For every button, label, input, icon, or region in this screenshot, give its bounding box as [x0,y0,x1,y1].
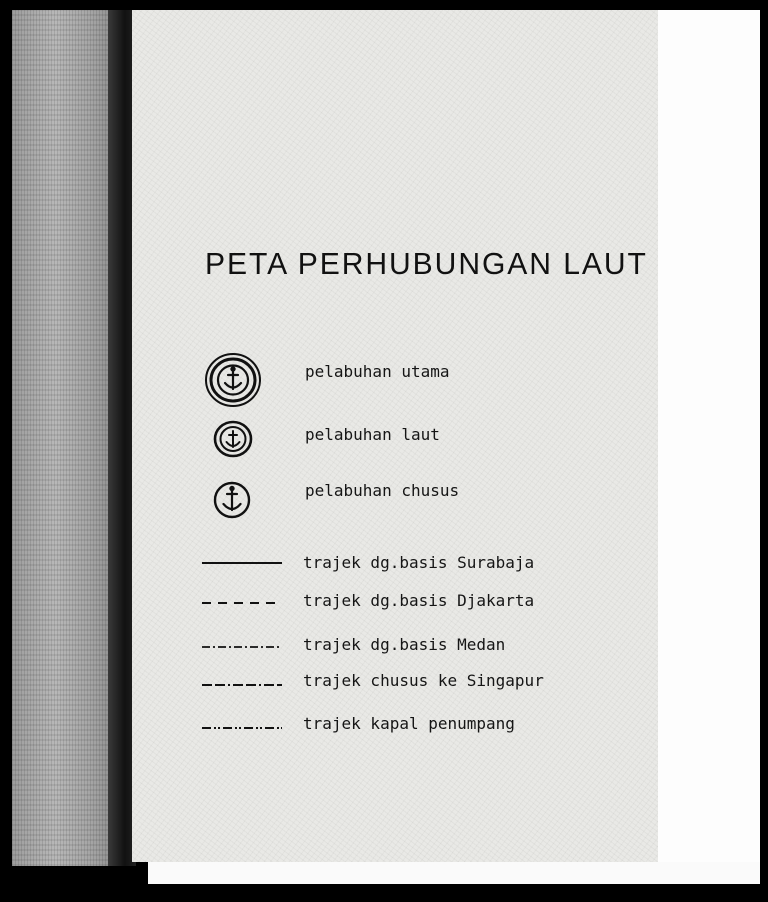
anchor-double-ring-icon [213,420,253,458]
legend-label-route-medan: trajek dg.basis Medan [303,635,506,654]
legend-label-port-sea: pelabuhan laut [305,425,440,444]
route-line-dash-dot [200,640,284,652]
legend-label-route-surabaja: trajek dg.basis Surabaja [303,553,535,572]
anchor-single-ring-icon [212,480,252,520]
route-line-solid [200,557,284,569]
route-line-dash-dash-dot [200,678,284,690]
legend-label-route-singapur: trajek chusus ke Singapur [303,671,544,690]
page-margin-bottom [148,862,760,884]
legend-label-port-special: pelabuhan chusus [305,481,460,500]
book-spine [12,10,120,866]
route-line-dashed [200,597,284,609]
anchor-triple-ring-icon [203,351,263,409]
route-line-dash-dot-dot [200,721,284,733]
legend-label-port-main: pelabuhan utama [305,362,450,381]
page-margin-right [658,10,760,882]
legend-label-route-passenger: trajek kapal penumpang [303,714,515,733]
legend-label-route-djakarta: trajek dg.basis Djakarta [303,591,535,610]
map-legend-title: PETA PERHUBUNGAN LAUT [205,246,648,281]
